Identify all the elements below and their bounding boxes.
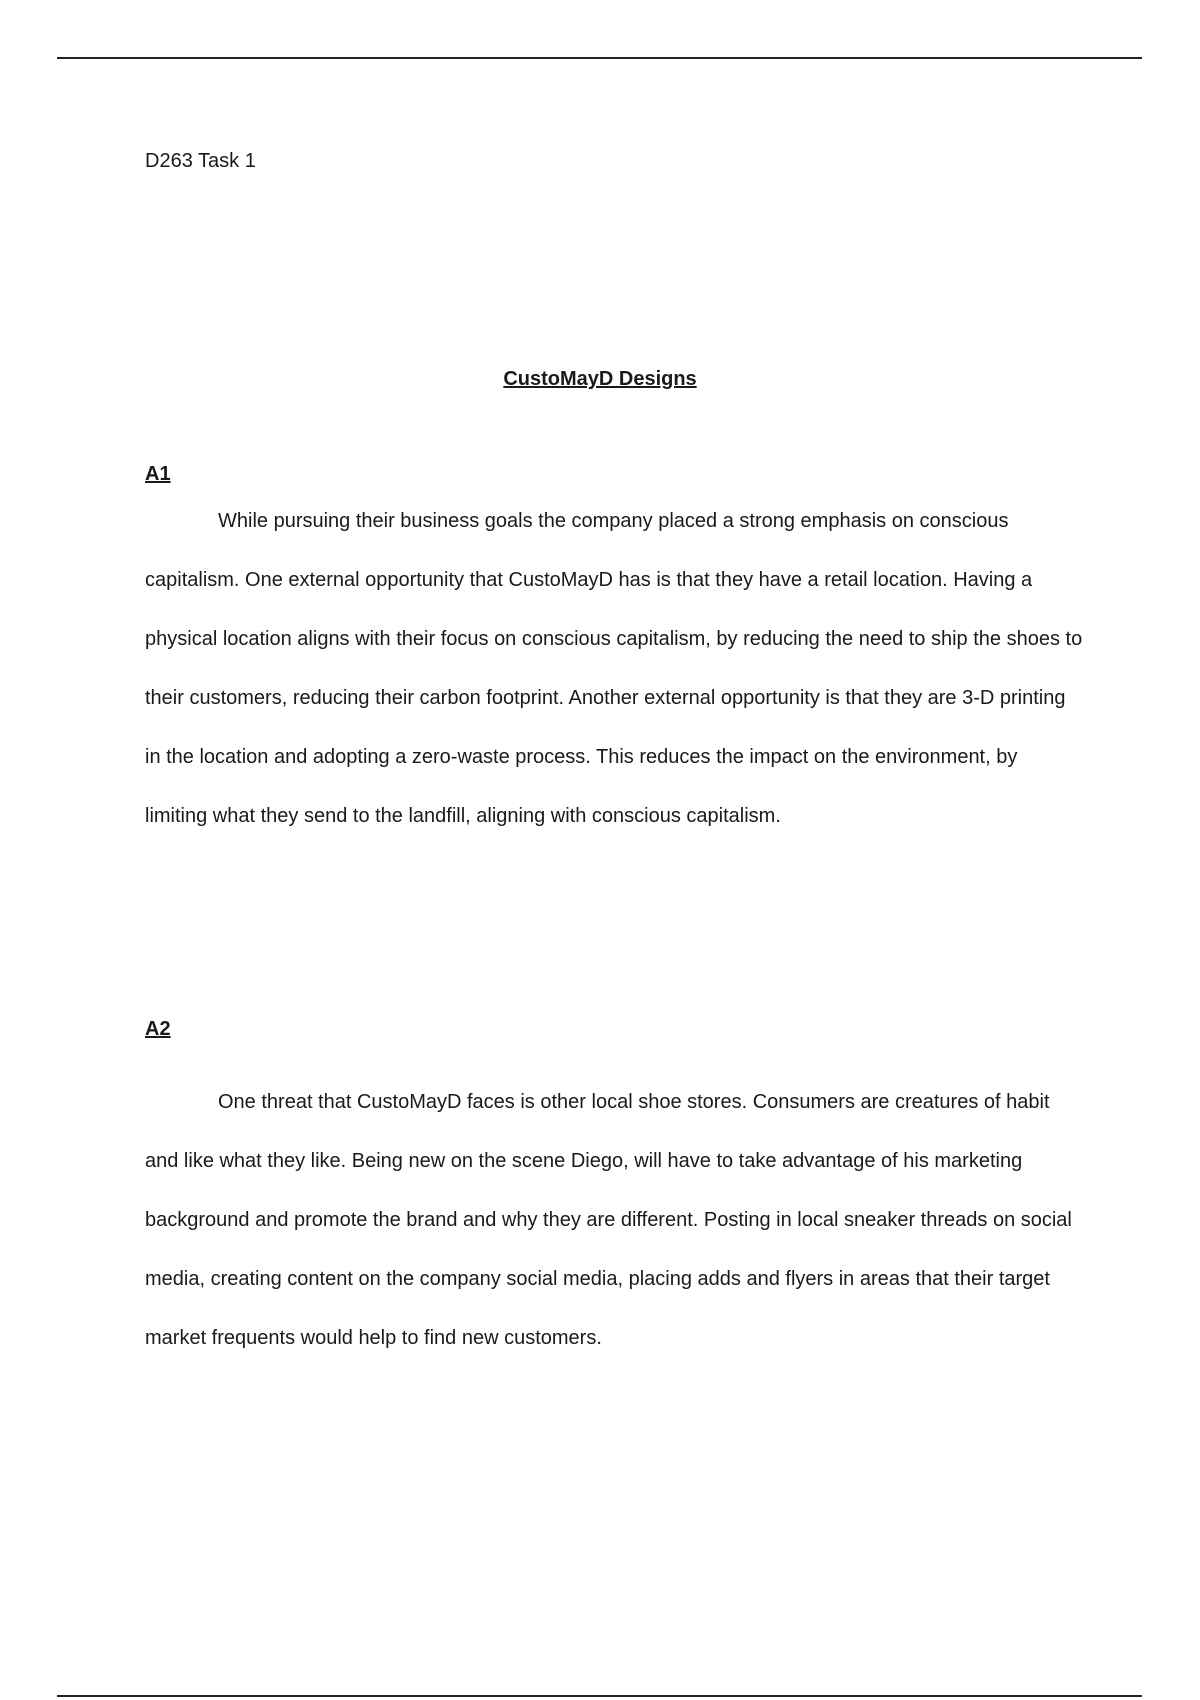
- section-paragraph-a2: One threat that CustoMayD faces is other local shoe stores. Consumers are creatures of habit and like what they like. Being new on the scene Diego, will have to take advantage of his marketing background and promote the brand and why they are different. Posting in local sneaker threads on social media, creating content on the company social media, placing adds and flyers in areas that their target market frequents would help to find new customers.: [145, 1091, 1072, 1349]
- page-bottom-rule: [57, 1695, 1142, 1697]
- page-top-rule: [57, 57, 1142, 59]
- section-paragraph-a1: While pursuing their business goals the company placed a strong emphasis on conscious capitalism. One external opportunity that CustoMayD has is that they have a retail location. Having a physical location aligns with their focus on conscious capitalism, by reducing the need to ship the shoes to their customers, reducing their carbon footprint. Another external opportunity is that they are 3-D printing in the location and adopting a zero-waste process. This reduces the impact on the environment, by limiting what they send to the landfill, aligning with conscious capitalism.: [145, 510, 1083, 827]
- document-label: D263 Task 1: [145, 150, 256, 172]
- section-heading-a1: A1: [145, 463, 171, 485]
- document-title: CustoMayD Designs: [503, 368, 697, 390]
- section-heading-a2: A2: [145, 1018, 171, 1040]
